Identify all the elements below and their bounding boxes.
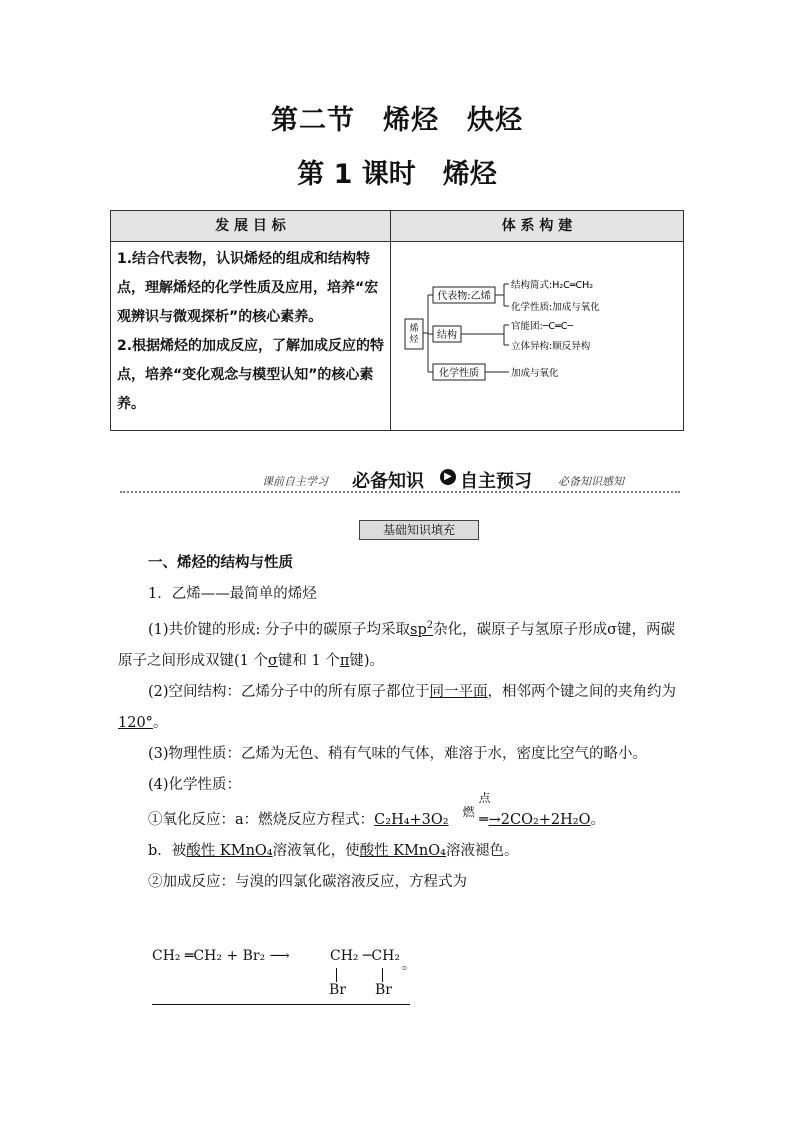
goals-table — [110, 210, 684, 431]
mindmap-leaf-1-1: 结构简式:H₂C═CH₂ — [511, 280, 594, 291]
mindmap-branch-3-label: 化学性质 — [439, 368, 479, 379]
equation-br-1: Br — [329, 982, 346, 998]
goal-1: 1.结合代表物，认识烯烃的组成和结构特点，理解烯烃的化学性质及应用，培养“宏观辨识与微观探析”的核心素养。 — [117, 251, 379, 325]
banner-left-text: 课前自主学习 — [262, 475, 328, 488]
equation-br-2: Br — [375, 982, 392, 998]
bromine-equation — [152, 944, 416, 1006]
mindmap-leaf-3-1: 加成与氧化 — [511, 368, 559, 379]
content-heading: 一、烯烃的结构与性质 — [148, 555, 293, 571]
content-body — [118, 548, 678, 898]
para-kmno4: b．被酸性 KMnO₄溶液氧化，使酸性 KMnO₄溶液褪色。 — [148, 842, 519, 859]
section-title: 第二节 烯烃 炔烃 — [271, 105, 523, 136]
equation-rhs: CH₂ ─CH₂ — [330, 948, 400, 964]
mindmap-branch-1-label: 代表物:乙烯 — [437, 291, 491, 302]
para-oxidation: ①氧化反应：a：燃烧反应方程式：C₂H₄+3O₂ 点燃 ═→2CO₂+2H₂O。 — [148, 790, 605, 828]
mind-map — [396, 247, 678, 397]
equation-end: 。 — [402, 957, 416, 973]
goal-2: 2.根据烯烃的加成反应，了解加成反应的特点，培养“变化观念与模型认知”的核心素养。 — [117, 338, 385, 412]
lesson-title: 第 1 课时 烯烃 — [297, 159, 497, 190]
para-addition: ②加成反应：与溴的四氯化碳溶液反应，方程式为 — [148, 873, 467, 890]
banner-divider — [120, 491, 680, 493]
table-header-goals: 发 展 目 标 — [111, 211, 390, 241]
content-sub1: 1．乙烯——最简单的烯烃 — [148, 586, 317, 602]
equation-underline — [152, 1004, 410, 1005]
banner-main-right: 自主预习 — [460, 471, 532, 492]
mindmap-leaf-2-1: 官能团:─C═C─ — [511, 321, 574, 332]
mindmap-branch-2-label: 结构 — [437, 330, 457, 341]
equation-lhs: CH₂ ═CH₂ + Br₂ ⟶ — [152, 948, 290, 964]
mindmap-leaf-2-2: 立体异构:顺反异构 — [511, 341, 591, 352]
section-tag: 基础知识填充 — [359, 520, 479, 540]
banner-right-text: 必备知识感知 — [558, 475, 624, 488]
mindmap-root-top: 烯烃 — [409, 324, 419, 345]
development-goals — [117, 245, 385, 419]
para-physical: (3)物理性质：乙烯为无色、稍有气味的气体，难溶于水，密度比空气的略小。 — [148, 745, 648, 762]
para-chemical: (4)化学性质： — [148, 776, 242, 793]
banner-main-left: 必备知识 — [352, 471, 424, 492]
table-header-structure: 体 系 构 建 — [391, 211, 683, 241]
para-bond: (1)共价键的形成: 分子中的碳原子均采取$sp^2$杂化，碳原子与氢原子形成σ键，两碳原子之间形成双键(1 个σ键和 1 个π键)。 — [118, 620, 676, 669]
para-structure: (2)空间结构：乙烯分子中的所有原子都位于同一平面，相邻两个键之间的夹角约为120°。 — [118, 683, 677, 731]
mindmap-leaf-1-2: 化学性质:加成与氧化 — [511, 302, 600, 313]
banner-arrow-icon: ▶ — [440, 469, 456, 485]
